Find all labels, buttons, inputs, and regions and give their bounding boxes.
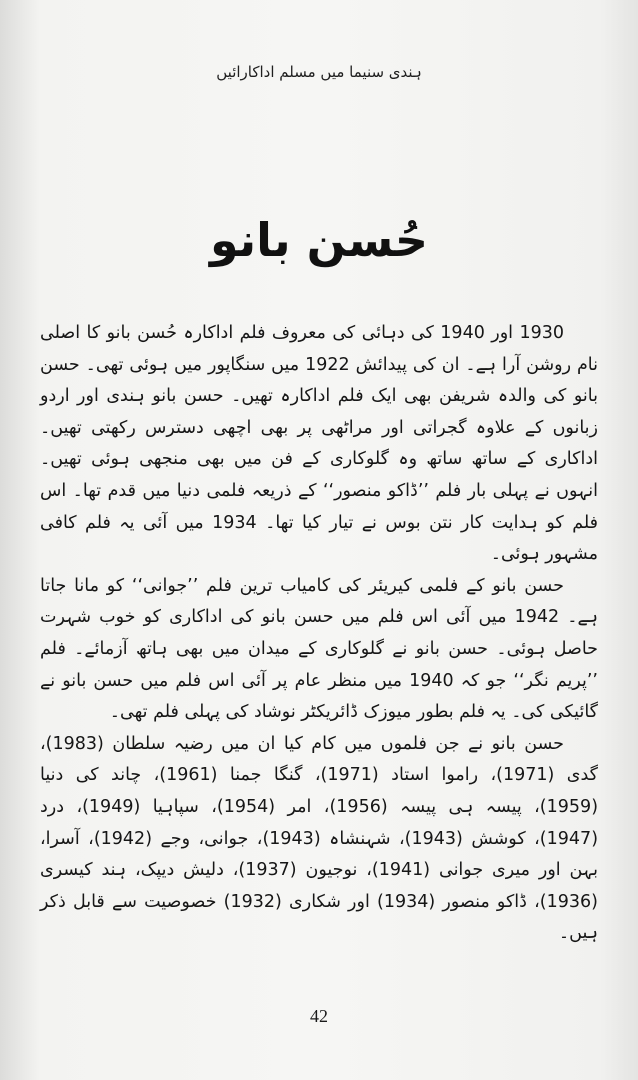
chapter-title: حُسن بانو xyxy=(209,213,429,267)
paragraph-biography: 1930 اور 1940 کی دہائی کی معروف فلم اداکارہ حُسن بانو کا اصلی نام روشن آرا ہے۔ ان کی پیدائش 1922 میں سنگاپور میں ہوئی تھی۔ حسن بانو کی والدہ شریفن بھی ایک فلم اداکارہ تھیں۔ حسن بانو ہندی اور اردو زبانوں کے علاوہ گجراتی اور مراٹھی پر بھی اچھی دسترس رکھتی تھیں۔ اداکاری کے ساتھ ساتھ وہ گلوکاری کے فن میں بھی منجھی ہوئی تھیں۔ انہوں نے پہلی بار فلم ’’ڈاکو منصور‘‘ کے ذریعہ فلمی دنیا میں قدم تھا۔ اس فلم کو ہدایت کار نتن بوس نے تیار کیا تھا۔ 1934 میں آئی یہ فلم کافی مشہور ہوئی۔ xyxy=(40,323,598,565)
paragraph-career: حسن بانو کے فلمی کیریئر کی کامیاب ترین فلم ’’جوانی‘‘ کو مانا جاتا ہے۔ 1942 میں آئی اس فلم میں حسن بانو کی اداکاری کو خوب شہرت حاصل ہوئی۔ حسن بانو نے گلوکاری کے میدان میں بھی ہاتھ آزمائے۔ فلم ’’پریم نگر‘‘ جو کہ 1940 میں منظر عام پر آئی اس فلم میں حسن بانو نے گائیکی کی۔ یہ فلم بطور میوزک ڈائریکٹر نوشاد کی پہلی فلم تھی۔ xyxy=(40,575,599,723)
running-header: ہندی سنیما میں مسلم اداکارائیں xyxy=(216,63,422,81)
page-number: 42 xyxy=(310,1006,328,1026)
body-text xyxy=(40,318,598,950)
paragraph-filmography: حسن بانو نے جن فلموں میں کام کیا ان میں رضیہ سلطان (1983)، گدی (1971)، راموا استاد (1971)، گنگا جمنا (1961)، چاند کی دنیا (1959)، پیسہ ہی پیسہ (1956)، امر (1954)، سپاہیا (1949)، درد (1947)، کوشش (1943)، شہنشاہ (1943)، جوانی، وجے (1942)، آسرا، بہن اور میری جوانی (1941)، نوجیون (1937)، دلیش دیپک، ہند کیسری (1936)، ڈاکو منصور (1934) اور شکاری (1932) خصوصیت سے قابل ذکر ہیں۔ xyxy=(40,733,599,944)
